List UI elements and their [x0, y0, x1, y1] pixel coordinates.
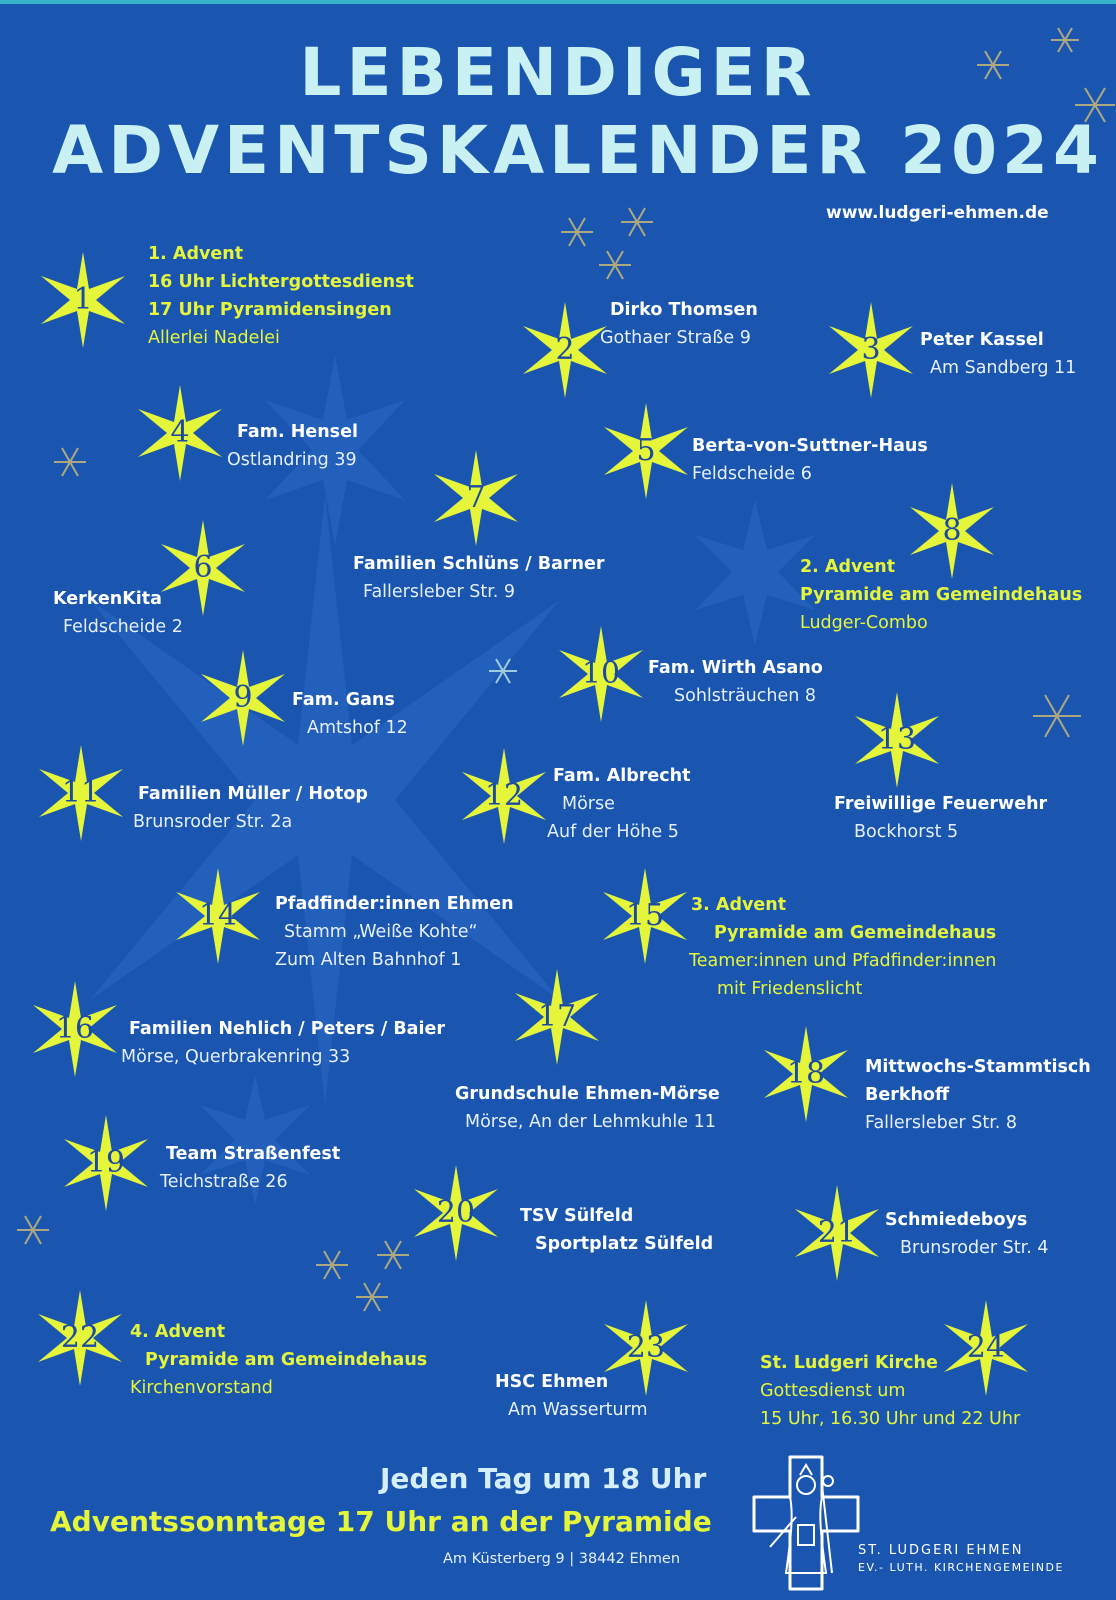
church-cross-logo-icon: [750, 1455, 1085, 1595]
day-entry-1: 1. Advent 16 Uhr Lichtergottesdienst 17 Uhr Pyramidensingen Allerlei Nadelei: [148, 244, 414, 348]
daily-time-note: Jeden Tag um 18 Uhr: [380, 1462, 707, 1495]
church-address: Am Küsterberg 9 | 38442 Ehmen: [443, 1551, 681, 1567]
day-entry-21: Schmiedeboys Brunsroder Str. 4: [885, 1210, 1049, 1258]
day-entry-19: Team Straßenfest Teichstraße 26: [160, 1144, 341, 1192]
day-star-9: 9: [195, 650, 291, 746]
day-entry-16: Familien Nehlich / Peters / Baier Mörse, Querbrakenring 33: [121, 1019, 445, 1067]
day-entry-13: Freiwillige Feuerwehr Bockhorst 5: [834, 794, 1048, 842]
day-entry-3: Peter Kassel Am Sandberg 11: [920, 330, 1077, 378]
day-star-6: 6: [155, 520, 251, 616]
day-star-3: 3: [823, 302, 919, 398]
day-entry-15: 3. Advent Pyramide am Gemeindehaus Teamer:innen und Pfadfinder:innen mit Friedenslicht: [689, 895, 997, 999]
day-star-10: 10: [553, 626, 649, 722]
title-line-1: LEBENDIGER: [299, 34, 817, 111]
day-entry-5: Berta-von-Suttner-Haus Feldscheide 6: [692, 436, 928, 484]
day-entry-6: KerkenKita Feldscheide 2: [53, 589, 183, 637]
day-star-7: 7: [428, 450, 524, 546]
day-star-5: 5: [598, 403, 694, 499]
day-star-21: 21: [789, 1185, 885, 1281]
day-entry-18: Mittwochs-Stammtisch Berkhoff Fallersleber Str. 8: [865, 1057, 1091, 1133]
day-entry-7: Familien Schlüns / Barner Fallersleber Str. 9: [353, 554, 605, 602]
logo-text-congregation: EV.- LUTH. KIRCHENGEMEINDE: [858, 1561, 1064, 1574]
day-entry-20: TSV Sülfeld Sportplatz Sülfeld: [520, 1206, 714, 1254]
day-entry-10: Fam. Wirth Asano Sohlsträuchen 8: [648, 658, 823, 706]
day-entry-23: HSC Ehmen Am Wasserturm: [495, 1372, 648, 1420]
day-star-4: 4: [132, 385, 228, 481]
day-star-22: 22: [32, 1290, 128, 1386]
day-star-2: 2: [517, 302, 613, 398]
day-entry-22: 4. Advent Pyramide am Gemeindehaus Kirchenvorstand: [130, 1322, 428, 1398]
day-star-13: 13: [849, 692, 945, 788]
day-star-15: 15: [597, 868, 693, 964]
day-entry-24: St. Ludgeri Kirche Gottesdienst um 15 Uhr, 16.30 Uhr und 22 Uhr: [760, 1353, 1021, 1429]
day-star-8: 8: [904, 483, 1000, 579]
day-entry-12: Fam. Albrecht Mörse Auf der Höhe 5: [547, 766, 691, 842]
church-logo: [750, 1455, 1085, 1595]
day-star-12: 12: [456, 748, 552, 844]
day-entry-9: Fam. Gans Amtshof 12: [292, 690, 408, 738]
day-star-14: 14: [170, 868, 266, 964]
day-star-18: 18: [758, 1026, 854, 1122]
day-star-20: 20: [408, 1165, 504, 1261]
logo-text-church-name: ST. LUDGERI EHMEN: [858, 1543, 1024, 1558]
day-entry-11: Familien Müller / Hotop Brunsroder Str. 2a: [133, 784, 368, 832]
day-star-19: 19: [58, 1115, 154, 1211]
day-entry-8: 2. Advent Pyramide am Gemeindehaus Ludger-Combo: [800, 557, 1083, 633]
day-entry-2: Dirko Thomsen Gothaer Straße 9: [600, 300, 758, 348]
day-entry-14: Pfadfinder:innen Ehmen Stamm „Weiße Kohte“ Zum Alten Bahnhof 1: [275, 894, 514, 970]
day-entry-4: Fam. Hensel Ostlandring 39: [227, 422, 358, 470]
day-star-1: 1: [35, 252, 131, 348]
day-star-16: 16: [27, 981, 123, 1077]
day-star-11: 11: [33, 745, 129, 841]
website-url[interactable]: www.ludgeri-ehmen.de: [826, 203, 1049, 223]
day-entry-17: Grundschule Ehmen-Mörse Mörse, An der Lehmkuhle 11: [455, 1084, 720, 1132]
day-star-24: 24: [938, 1300, 1034, 1396]
advent-sundays-note: Adventssonntage 17 Uhr an der Pyramide: [50, 1505, 712, 1538]
day-star-23: 23: [598, 1300, 694, 1396]
title-line-2: ADVENTSKALENDER 2024: [52, 112, 1104, 189]
day-star-17: 17: [509, 969, 605, 1065]
background-star-small-2: [695, 500, 815, 645]
